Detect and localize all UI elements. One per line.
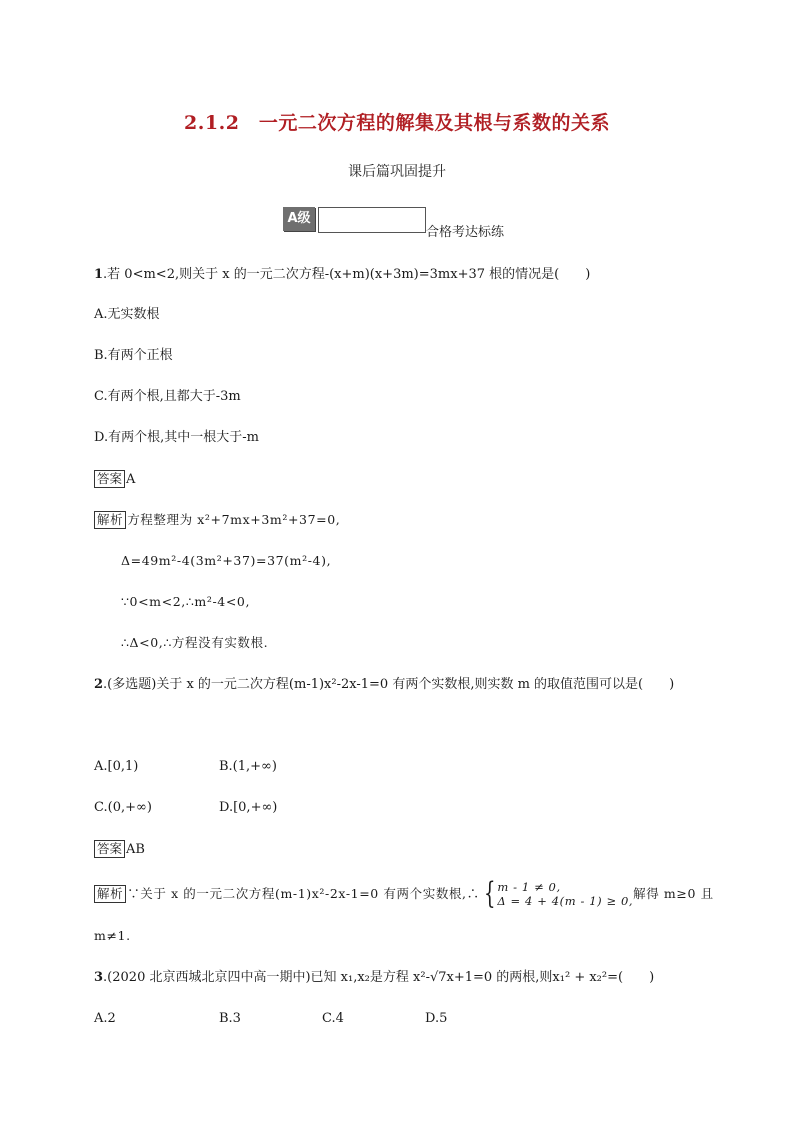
q1-option-b: B.有两个正根 xyxy=(94,348,173,363)
question-3-text: .(2020 北京西城北京四中高一期中)已知 x₁,x₂是方程 x²-√7x+1=0 的两根,则x₁² + x₂²=( ) xyxy=(103,970,655,985)
q2-analysis-tail: 解得 m≥0 且 xyxy=(633,886,714,901)
q2-option-c: C.(0,+∞) xyxy=(94,800,152,815)
q1-option-d: D.有两个根,其中一根大于-m xyxy=(94,430,259,445)
question-3-stem xyxy=(94,969,654,987)
q3-option-a: A.2 xyxy=(94,1011,116,1026)
q1-analysis-line-3: ∵0<m<2,∴m²-4<0, xyxy=(121,594,251,609)
q2-option-d: D.[0,+∞) xyxy=(219,800,278,815)
answer-tag: 答案 xyxy=(94,470,125,488)
question-1-stem xyxy=(94,266,590,284)
question-2-stem xyxy=(94,676,674,694)
q2-analysis-cont: m≠1. xyxy=(94,928,131,943)
q2-answer xyxy=(94,840,145,859)
level-text: 合格考达标练 xyxy=(426,225,505,240)
q1-option-c: C.有两个根,且都大于-3m xyxy=(94,389,241,404)
q2-analysis-lead: ∵关于 x 的一元二次方程(m-1)x²-2x-1=0 有两个实数根,∴ xyxy=(127,886,480,901)
q3-option-b: B.3 xyxy=(219,1011,241,1026)
question-3-number: 3 xyxy=(94,970,104,985)
analysis-tag: 解析 xyxy=(94,885,126,903)
level-badge: A级 xyxy=(283,207,315,231)
system-brace: { xyxy=(483,876,496,911)
question-1-number: 1 xyxy=(94,267,104,282)
question-2-number: 2 xyxy=(94,677,104,692)
q2-option-b: B.(1,+∞) xyxy=(219,759,277,774)
q3-option-d: D.5 xyxy=(425,1011,448,1026)
q1-answer-value: A xyxy=(126,472,136,487)
q2-option-a: A.[0,1) xyxy=(94,759,139,774)
q1-analysis-line-2: Δ=49m²-4(3m²+37)=37(m²-4), xyxy=(121,553,332,568)
q1-option-a: A.无实数根 xyxy=(94,307,160,322)
inequality-system xyxy=(497,880,633,908)
system-line-1: m - 1 ≠ 0, xyxy=(497,880,561,894)
q1-answer xyxy=(94,470,135,489)
section-subtitle: 课后篇巩固提升 xyxy=(348,164,446,180)
answer-tag: 答案 xyxy=(94,840,125,858)
q3-option-c: C.4 xyxy=(322,1011,344,1026)
q1-analysis xyxy=(94,511,340,529)
question-1-text: .若 0<m<2,则关于 x 的一元二次方程-(x+m)(x+3m)=3mx+37 根的情况是( ) xyxy=(103,267,591,282)
q1-analysis-line-4: ∴Δ<0,∴方程没有实数根. xyxy=(121,635,269,650)
q1-analysis-line-1: 方程整理为 x²+7mx+3m²+37=0, xyxy=(127,512,341,527)
level-box xyxy=(318,207,426,233)
q2-answer-value: AB xyxy=(126,842,145,857)
question-2-text: .(多选题)关于 x 的一元二次方程(m-1)x²-2x-1=0 有两个实数根,则实数 m 的取值范围可以是( ) xyxy=(103,677,675,692)
analysis-tag: 解析 xyxy=(94,511,126,529)
q2-analysis xyxy=(94,876,714,911)
page-title: 2.1.2 一元二次方程的解集及其根与系数的关系 xyxy=(184,112,610,134)
system-line-2: Δ = 4 + 4(m - 1) ≥ 0, xyxy=(497,894,634,908)
